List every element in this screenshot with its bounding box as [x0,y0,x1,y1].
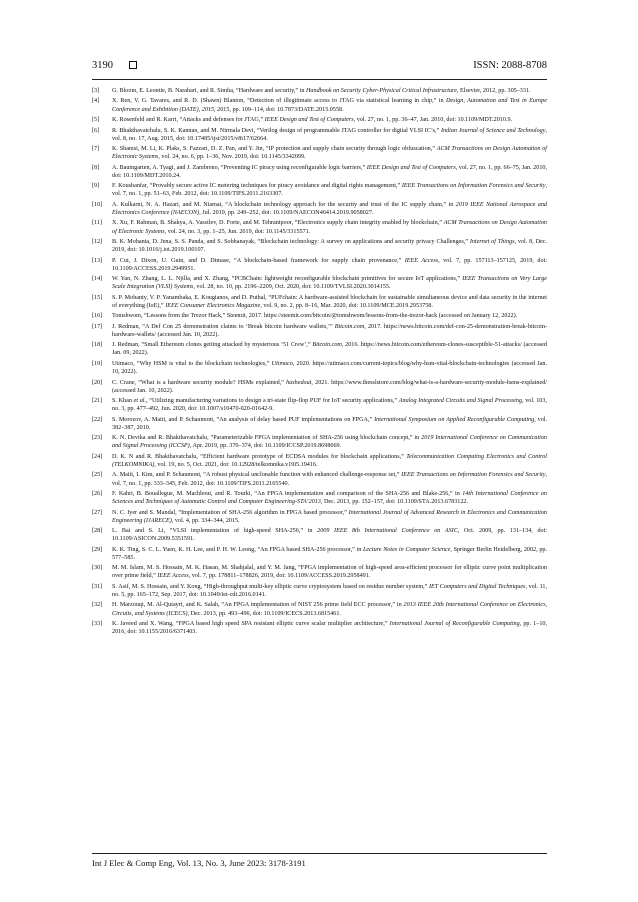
reference-text [112,416,547,432]
issn: ISSN: 2088-8708 [473,60,547,71]
reference-source-italic: Bitcoin.com [312,342,342,349]
reference-source-italic: et al. [133,398,147,405]
reference-source-italic: Handbook on Security Cyber-Physical Critical Infrastructure [306,88,457,94]
reference-source-italic: Analog Integrated Circuits and Signal Processing [398,398,522,405]
reference-item [92,509,547,525]
reference-source-italic: International Journal of Advanced Research in Electronics and Communication Engineering (IJARECE) [112,509,547,524]
reference-text-segment: S. Morozov, A. Maiti, and P. Schaumont, “An analysis of delay based PUF implementations on FPGA,” [112,416,375,423]
reference-text-segment: F. Kahri, B. Bouallegue, M. Machhout, and R. Tourki, “An FPGA implementation and comparison of the SHA-256 and Blake-256,” in [112,491,463,498]
reference-source-italic: International Symposium on Applied Reconfigurable Computing [374,416,535,423]
reference-source-italic: Indian Journal of Science and Technology [440,127,546,134]
reference-source-italic: 14th International Conference on Sciences and Techniques of Automatic Control and Computer Engineering-STA’2013 [112,491,547,506]
reference-text-segment: F. Koushanfar, “Provably secure active IC metering techniques for piracy avoidance and digital rights management,” [112,183,402,190]
reference-text-segment: , vol. 382–387, 2010. [112,416,547,431]
reference-text-segment: , vol. 8, Dec. 2019, doi: 10.1016/j.iot.2019.100107. [112,239,548,254]
reference-item [92,379,547,395]
footer-divider [92,853,547,854]
reference-text [112,434,547,450]
reference-number: [30] [92,565,103,572]
reference-item [92,583,547,599]
reference-text-segment: S. Asif, M. S. Hossain, and Y. Kong, “High-throughput multi-key elliptic curve cryptosystem based on residue number system,” [112,583,429,590]
reference-text [112,164,547,180]
reference-number: [22] [92,416,103,423]
reference-source-italic: Telecommunication Computing Electronics and Control (TELKOMNIKA) [112,453,547,468]
reference-text-segment: , Springer Berlin Heidelberg, 2002, pp. 577–585. [112,546,547,561]
reference-text [112,312,547,320]
reference-text [112,182,547,198]
reference-item [92,201,547,217]
reference-source-italic: IEEE Transactions on Information Forensics and Security [401,183,546,190]
reference-text-segment: , vol. 24, no. 3, pp. 1–25, Jun. 2019, doi: 10.1145/3315571. [164,228,311,235]
reference-text [112,145,547,161]
reference-item [92,471,547,487]
reference-text-segment: , pp. 1–10, 2016, doi: 10.1155/2016/6371403. [112,621,548,636]
reference-source-italic: 2019 IEEE National Aerospace and Electronics Conference (NAECON) [112,201,547,216]
reference-text [112,219,547,235]
reference-text-segment: , vol. 24, no. 6, pp. 1–36, Nov. 2019, doi: 10.1145/3342099. [158,154,306,161]
reference-text-segment: K. N. Devika and R. Bhakthavatchalu, “Parameterizable FPGA implementation of SHA-256 using blockchain concept,” in [112,435,422,442]
reference-item [92,323,547,339]
reference-number: [18] [92,342,103,349]
reference-source-italic: ACM Transactions on Design Automation of Electronic Systems [112,146,547,161]
reference-item [92,490,547,506]
reference-text-segment: , Apr. 2019, pp. 370–374, doi: 10.1109/ICCSP.2019.8698069. [189,443,342,450]
reference-item [92,546,547,562]
reference-item [92,434,547,450]
reference-text-segment: S. Khan [112,398,134,405]
reference-item [92,182,547,198]
reference-text-segment: , 2017. https://news.bitcoin.com/def-con-25-demonstration-break-bitcoin-hardware-wallets/ (accessed Jan. 10, 2022). [112,323,547,338]
reference-text-segment: P. Cui, J. Dixon, U. Guin, and D. Dimase, “A blockchain-based framework for supply chain provenance,” [112,257,405,264]
reference-text [112,116,547,124]
reference-number: [29] [92,546,103,553]
reference-text [112,509,547,525]
reference-text-segment: Utimaco, “Why HSM is vital to the blockchain technologies,” [112,360,272,367]
reference-source-italic: IET Computers and Digital Techniques [428,583,526,590]
reference-item [92,416,547,432]
reference-number: [25] [92,472,103,479]
reference-item [92,527,547,543]
reference-text-segment: , vol. 7, pp. 157113–157125, 2019, doi: 10.1109/ACCESS.2019.2949951. [112,257,547,272]
reference-text [112,323,547,339]
reference-text [112,87,547,95]
reference-text [112,257,547,273]
reference-item [92,564,547,580]
reference-text [112,490,547,506]
reference-list [92,87,547,639]
reference-item [92,453,547,469]
reference-text [112,360,547,376]
reference-text-segment: W. Yan, N. Zhang, L. L. Njilla, and X. Zhang, “PCBChain: lightweight reconfigurable blockchain primitives for secure IoT applications,” [112,276,463,283]
square-icon [129,61,137,69]
reference-text [112,379,547,395]
reference-text-segment: , “Utilizing manufacturing variations to design a tri-state flip-flop PUF for IoT security applications,” [146,398,399,405]
reference-text [112,294,547,310]
reference-source-italic: IEEE Transactions on Information Forensics and Security [401,472,546,479]
reference-text-segment: , Elsevier, 2012, pp. 305–331. [456,88,531,94]
reference-source-italic: 2013 IEEE 20th International Conference on Electronics, Circuits, and Systems (ICECS) [112,602,547,617]
reference-text-segment: , vol. 27, no. 1, pp. 66–75, Jan. 2010, doi: 10.1109/MDT.2010.24. [112,164,547,179]
reference-text [112,620,547,636]
reference-number: [9] [92,183,100,190]
reference-text-segment: D. K. N and R. Bhakthavatchalu, “Efficient hardware prototype of ECDSA modules for blockchain applications,” [112,453,407,460]
reference-source-italic: Utimaco [271,360,293,367]
reference-text [112,97,547,113]
reference-text-segment: , 2015, pp. 109–114, doi: 10.7873/DATE.2015.0558. [214,106,344,113]
page-header [92,60,547,76]
reference-number: [11] [92,220,103,227]
reference-source-italic: 2009 IEEE 8th International Conference on ASIC [317,528,458,535]
reference-text-segment: , vol. 11, no. 5, pp. 165–172, Sep. 2017, doi: 10.1049/iet-cdt.2016.0141. [112,583,548,598]
reference-text-segment: A. Kulkarni, N. A. Hazari, and M. Niamat, “A blockchain technology approach for the security and trust of the IC supply chain,” in [112,201,456,208]
reference-item [92,341,547,357]
reference-text [112,397,547,413]
reference-number: [27] [92,509,103,516]
reference-number: [15] [92,294,103,301]
reference-number: [17] [92,323,103,330]
reference-text-segment: , 2021. https://www.thesslstore.com/blog/what-is-a-hardware-security-module-hsms-explained/ (accessed Jan. 10, 2022). [112,379,547,394]
reference-number: [16] [92,313,103,320]
reference-text-segment: , vol. 9, no. 2, pp. 8–16, Mar. 2020, doi: 10.1109/MCE.2019.2953758. [260,302,433,309]
reference-text [112,453,547,469]
reference-number: [4] [92,98,100,105]
reference-text [112,275,547,291]
reference-text-segment: C. Crane, “What is a hardware security module? HSMs explained,” [112,379,287,386]
reference-number: [3] [92,88,100,94]
header-divider [92,79,547,80]
reference-text-segment: L. Bai and S. Li, “VLSI implementation of high-speed SHA-256,” in [112,528,318,535]
reference-source-italic: 2019 International Conference on Communication and Signal Processing (ICCSP) [112,435,547,450]
reference-text-segment: , vol. 4, pp. 334–344, 2015. [171,517,240,524]
reference-text-segment: , vol. 27, no. 1, pp. 36–47, Jan. 2010, doi: 10.1109/MDT.2010.9. [353,117,513,124]
reference-text-segment: H. Marzouqi, M. Al-Qutayri, and K. Salah, “An FPGA implementation of NIST 256 prime field ECC processor,” in [112,602,404,609]
reference-source-italic: Bitcoin.com [334,323,365,330]
reference-text [112,601,547,617]
reference-item [92,116,547,124]
reference-text-segment: M. M. Islam, M. S. Hossain, M. K. Hasan, M. Shahjalal, and Y. M. Jang, “FPGA implementation of high-speed area-efficient processor for elliptic curve point multiplication over prime field,” [112,565,547,580]
reference-item [92,275,547,291]
reference-text-segment: K. K. Ting, S. C. L. Yuen, K. H. Lee, and P. H. W. Leong, “An FPGA based SHA-256 processor,” in [112,546,363,553]
reference-text-segment: Tomshwom, “Lessons from the Trezor Hack,” Steemit, 2017. https://steemit.com/bitcoin/@tomshwom/lessons-from-the-trezor-hack (accessed on January 12, 2022). [112,313,518,320]
reference-text-segment: , vol. 7, no. 1, pp. 333–345, Feb. 2012, doi: 10.1109/TIFS.2011.2165540. [112,472,547,487]
reference-text [112,546,547,562]
reference-source-italic: IEEE Access [157,573,189,580]
reference-text-segment: , vol. 28, no. 10, pp. 2196–2209, Oct. 2020, doi: 10.1109/TVLSI.2020.3014155. [193,284,391,291]
reference-item [92,87,547,95]
reference-item [92,312,547,320]
reference-item [92,97,547,113]
reference-text-segment: , vol. 7, pp. 178811–178826, 2019, doi: 10.1109/ACCESS.2019.2958491. [188,573,371,580]
reference-text [112,527,547,543]
reference-number: [13] [92,257,103,264]
reference-text-segment: , Dec. 2013, pp. 152–157, doi: 10.1109/STA.2013.6783122. [320,499,469,506]
reference-source-italic: Design, Automation and Test in Europe Conference and Exhibition (DATE), 2015 [112,98,547,113]
reference-item [92,257,547,273]
reference-source-italic: hashedout [286,379,312,386]
reference-item [92,397,547,413]
reference-item [92,219,547,235]
reference-text-segment: , vol. 7, no. 1, pp. 51–63, Feb. 2012, doi: 10.1109/TIFS.2011.2163307. [112,183,548,198]
reference-text-segment: , Dec. 2013, pp. 493–496, doi: 10.1109/ICECS.2013.6815461. [187,610,341,617]
reference-text-segment: J. Redman, “A Def Con 25 demonstration claims to ‘Break bitcoin hardware wallets,’” [112,323,335,330]
reference-number: [19] [92,360,103,367]
reference-source-italic: IEEE Access [404,257,439,264]
reference-source-italic: IEEE Design and Test of Computers [264,117,354,124]
reference-item [92,164,547,180]
reference-number: [6] [92,127,100,134]
reference-item [92,620,547,636]
reference-source-italic: IEEE Design and Test of Computers [366,164,456,171]
reference-item [92,294,547,310]
reference-text-segment: , Oct. 2009, pp. 131–134, doi: 10.1109/ASICON.2009.5351591. [112,528,547,543]
reference-number: [8] [92,164,100,171]
reference-number: [32] [92,602,103,609]
reference-text [112,238,547,254]
reference-number: [10] [92,201,103,208]
reference-text-segment: J. Redman, “Small Ethereum clones getting attacked by mysterious ‘51 Crew’,” [112,342,313,349]
reference-number: [20] [92,379,103,386]
reference-number: [5] [92,117,100,124]
reference-text-segment: G. Bloom, E. Leontie, B. Narahari, and R. Simha, “Hardware and security,” in [112,88,306,94]
reference-text-segment: S. P. Mohanty, V. P. Yanambaka, E. Kougianos, and D. Puthal, “PUFchain: A hardware-assisted blockchain for sustainable simultaneous device and data security in the internet of everything (IoE),” [112,294,547,309]
reference-number: [14] [92,276,103,283]
reference-item [92,127,547,143]
reference-text-segment: , 2020. https://utimaco.com/current-topics/blog/why-hsm-vital-blockchain-technologies (accessed Jan. 10, 2022). [112,360,548,376]
reference-text-segment: , vol. 103, no. 3, pp. 477–492, Jun. 2020, doi: 10.1007/s10470-020-01642-9. [112,398,547,413]
reference-text-segment: , Jul. 2019, pp. 249–252, doi: 10.1109/NAECON46414.2019.9058027. [199,209,374,216]
reference-source-italic: ACM Transactions on Design Automation of Electronic Systems [112,220,547,235]
page-footer: Int J Elec & Comp Eng, Vol. 13, No. 3, June 2023: 3178-3191 [92,858,306,868]
reference-text [112,127,547,143]
page-number: 3190 [92,60,113,71]
reference-text [112,564,547,580]
reference-item [92,360,547,376]
reference-number: [24] [92,453,103,460]
reference-number: [21] [92,398,103,405]
reference-source-italic: Internet of Things [469,239,515,246]
reference-text-segment: X. Ren, V. G. Tavares, and R. D. (Shawn) Blanton, “Detection of illegitimate access to JTAG via statistical learning in chip,” in [112,98,446,105]
reference-text-segment: , 2016. https://news.bitcoin.com/ethereum-clones-susceptible-51-attacks/ (accessed Jan. 09, 2022). [112,342,547,357]
reference-text-segment: A. Maiti, I. Kim, and P. Schaumont, “A robust physical unclonable function with enhanced challenge-response set,” [112,472,402,479]
reference-source-italic: IEEE Transactions on Very Large Scale Integration (VLSI) Systems [112,276,547,291]
reference-text-segment: R. Bhakthavatchalu, S. K. Kannan, and M. Nirmala Devi, “Verilog design of programmable JTAG controller for digital VLSI IC’s,” [112,127,441,134]
reference-text-segment: K. Rosenfeld and R. Karri, “Attacks and defenses for JTAG,” [112,117,265,124]
reference-text-segment: , vol. 19, no. 5, Oct. 2021, doi: 10.12928/telkomnika.v19i5.19416. [154,461,318,468]
reference-source-italic: Lecture Notes in Computer Science [363,546,451,553]
reference-text-segment: A. Baumgarten, A. Tyagi, and J. Zambreno, “Preventing IC piracy using reconfigurable logic barriers,” [112,164,367,171]
reference-source-italic: IEEE Consumer Electronics Magazine [165,302,261,309]
reference-item [92,145,547,161]
reference-number: [7] [92,146,100,153]
reference-text-segment: X. Xu, F. Rahman, B. Shakya, A. Vassilev, D. Forte, and M. Tehranipoor, “Electronics supply chain integrity enabled by blockchain,” [112,220,444,227]
reference-item [92,601,547,617]
reference-text [112,583,547,599]
reference-text-segment: N. C. Iyer and S. Mandal, “Implementation of SHA-256 algorithm in FPGA based processor,” [112,509,349,516]
reference-text-segment: , vol. 8, no. 17, Aug. 2015, doi: 10.17485/ijst/2015/v8i17/62664. [112,127,548,142]
reference-text [112,471,547,487]
reference-item [92,238,547,254]
reference-number: [28] [92,528,103,535]
reference-number: [31] [92,583,103,590]
reference-text [112,341,547,357]
reference-text-segment: B. K. Mohanta, D. Jena, S. S. Panda, and S. Sobhanayak, “Blockchain technology: A survey on applications and security privacy Challenges,” [112,239,470,246]
reference-text [112,201,547,217]
reference-number: [23] [92,435,103,442]
reference-number: [33] [92,621,103,628]
reference-number: [12] [92,239,103,246]
reference-source-italic: International Journal of Reconfigurable Computing [389,621,520,628]
reference-number: [26] [92,491,103,498]
reference-text-segment: K. Shamsi, M. Li, K. Plaks, S. Fazzari, D. Z. Pan, and Y. Jin, “IP protection and supply chain security through logic obfuscation,” [112,146,437,153]
reference-text-segment: K. Javeed and X. Wang, “FPGA based high speed SPA resistant elliptic curve scalar multiplier architecture,” [112,621,390,628]
